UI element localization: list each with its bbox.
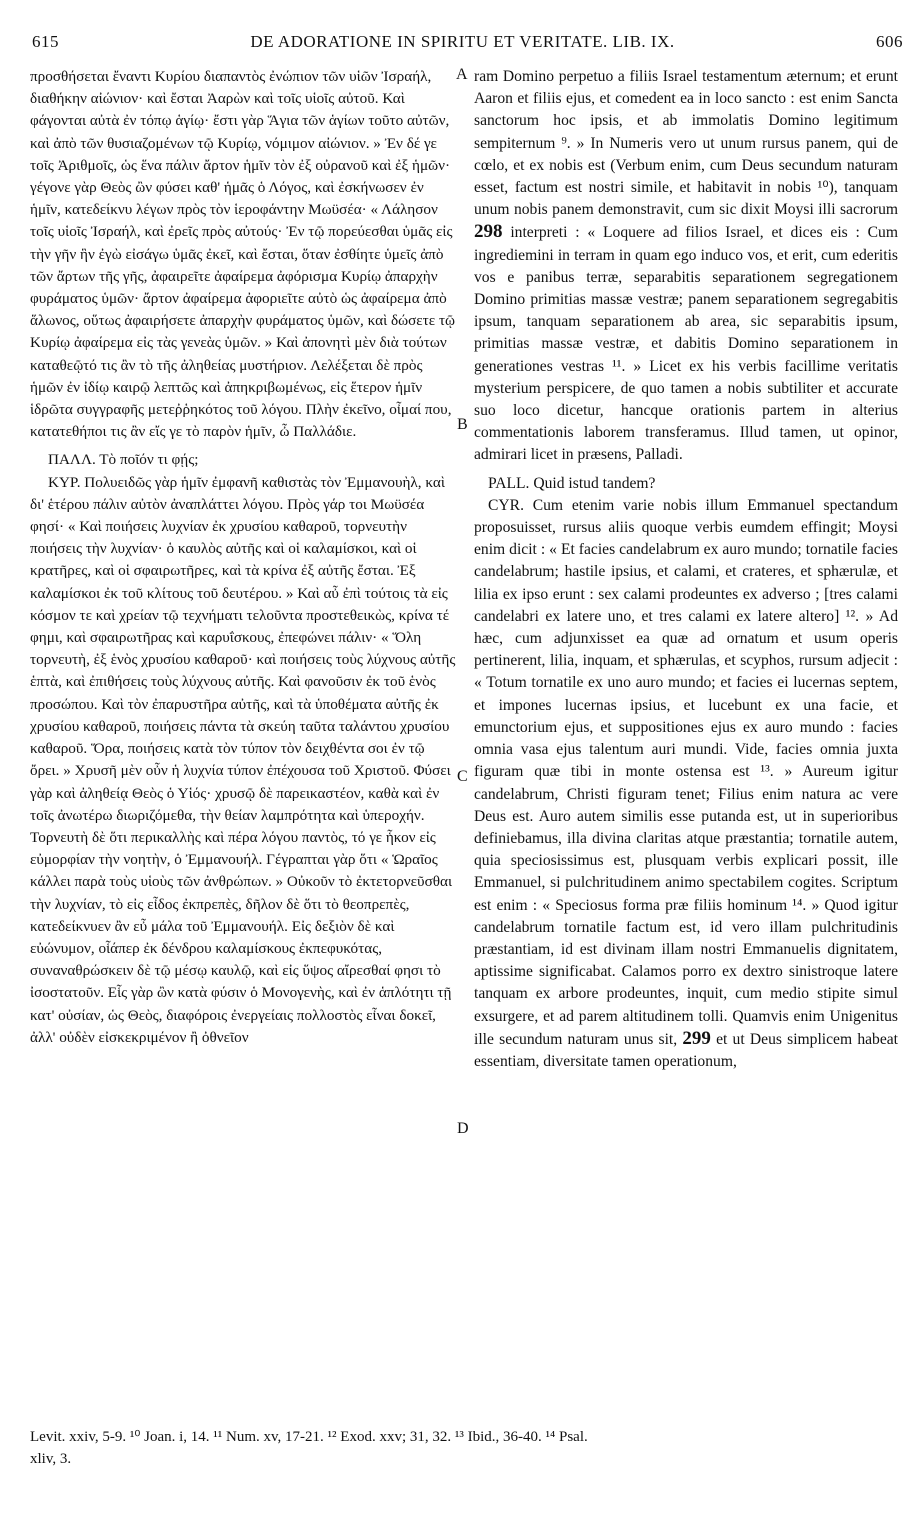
greek-paragraph-3: ΚΥΡ. Πολυειδῶς γὰρ ἡμῖν ἐμφανῆ καθιστὰς τὸν Ἐμμανουὴλ, καὶ δι' ἑτέρου πάλιν αὐτὸν ἀναπλάττει λόγου. Πρὸς γάρ τοι Μωϋσέα φησί· « Καὶ ποιήσεις λυχνίαν ἐκ χρυσίου καθαροῦ, τορνευτὴν ποιήσεις τὴν λυχνίαν· ὁ καυλὸς αὐτῆς καὶ οἱ καλαμίσκοι, καὶ οἱ κρατῆρες, καὶ οἱ σφαιρωτῆρες, καὶ τὰ κρίνα ἐξ αὐτῆς ἔσται. Ἐξ καλαμίσκοι ἐκ τοῦ κλίτους τοῦ δευτέρου. » Καὶ αὖ ἐπὶ τούτοις τὰ εἰς κόσμον τε καὶ χρείαν τῷ τεχνήματι τελοῦντα προστεθεικὼς, κρίνα τέ φημι, καὶ σφαιρωτῆρας καὶ καρυΐσκους, ἐπεφώνει πάλιν· « Ὅλη τορνευτὴ, ἐξ ἑνὸς χρυσίου καθαροῦ· καὶ ποιήσεις τοὺς λύχνους αὐτῆς ἑπτὰ, καὶ ἐπιθήσεις τοὺς λύχνους αὐτῆς. Καὶ φανοῦσιν ἐκ τοῦ ἑνὸς προσώπου. Καὶ τὸν ἐπαρυστῆρα αὐτῆς, καὶ τὰ ὑποθέματα αὐτῆς ἐκ χρυσίου καθαροῦ, ποιήσεις πάντα τὰ σκεύη ταῦτα ταλάντου χρυσίου καθαροῦ. Ὅρα, ποιήσεις κατὰ τὸν τύπον τὸν δειχθέντα σοι ἐν τῷ ὄρει. » Χρυσῆ μὲν οὖν ἡ λυχνία τύπον ἐπέχουσα τοῦ Χριστοῦ. Φύσει γὰρ καὶ ἀληθείᾳ Θεὸς ὁ Υἱός· χρυσῷ δὲ παρεικαστέον, καθὰ καὶ ἐν τοῖς ἀνωτέρω διωριζόμεθα, τὴν θείαν λαμπρότητα καὶ ὑπεροχήν. Τορνευτὴ δὲ ὅτι περικαλλὴς καὶ πέρα λόγου παντὸς, τό γε ἧκον εἰς εὐμορφίαν τὴν νοητὴν, ὁ Ἐμμανουήλ. Γέγραπται γὰρ ὅτι « Ὡραῖος κάλλει παρὰ τοὺς υἱοὺς τῶν ἀνθρώπων. » Οὐκοῦν τὸ ἐκτετορνεῦσθαι τὴν λυχνίαν, τὸ εἰς εἶδος ἐκπρεπὲς, δῆλον δὲ ὅτι τὸ θεοπρεπὲς, κατεδείκνυεν ἂν εὖ μάλα τοῦ Ἐμμανουήλ. Εἰς δεξιὸν δὲ καὶ εὐώνυμον, οἷάπερ ἐκ δένδρου καλαμίσκους ἐκπεφυκότας, συναναθρώσκειν δὲ τῷ μέσῳ καυλῷ, καὶ εἰς ὕψος αἴρεσθαί φησι τὸ ἰσοστατοῦν. Εἷς γὰρ ὢν κατὰ φύσιν ὁ Μονογενὴς, καὶ ἐν ἁπλότητι τῇ κατ' οὐσίαν, ὡς Θεὸς, διαφόροις ἐνεργείαις πολλοστὸς εἶναι δοκεῖ, ἀλλ' οὐδὲν εἰσκεκριμένον ἢ ὀθνεῖον: [30, 473, 456, 1046]
margin-marker-b: B: [457, 416, 468, 433]
footnote-line-1: Levit. xxiv, 5-9. ¹⁰ Joan. i, 14. ¹¹ Num. xv, 17-21. ¹² Exod. xxv; 31, 32. ¹³ Ibid., 36-40. ¹⁴ Psal.: [30, 1429, 588, 1445]
column-number-298: 298: [474, 221, 503, 243]
latin-paragraph-3b: et ut Deus simplicem habeat essentiam, diversitate tamen operationum,: [474, 1030, 899, 1070]
margin-marker-d: D: [457, 1120, 469, 1137]
margin-marker-a: A: [456, 66, 468, 83]
latin-paragraph-3: [474, 495, 898, 1073]
latin-speaker-pall: PALL. Quid istud tandem?: [488, 474, 656, 492]
footnote-line-2: xliv, 3.: [30, 1451, 72, 1467]
page-number-right: 606: [876, 32, 903, 51]
footnotes: [30, 1426, 899, 1470]
latin-column: [474, 66, 898, 1073]
greek-paragraph-1: προσθήσεται ἔναντι Κυρίου διαπαντὸς ἐνώπιον τῶν υἱῶν Ἰσραήλ, διαθήκην αἰώνιον· καὶ ἔσται Ἀαρὼν καὶ τοῖς υἱοῖς αὐτοῦ. Καὶ φάγονται αὐτὰ ἐν τόπῳ ἁγίῳ· ἔστι γὰρ Ἅγια τῶν ἁγίων τοῦτο αὐτῶν, καὶ ἀπὸ τῶν θυσιαζομένων τῷ Κυρίῳ, νόμιμον αἰώνιον. » Ἐν δέ γε τοῖς Ἀριθμοῖς, ὡς ἕνα πάλιν ἄρτον ἡμῖν τὸν ἐξ οὐρανοῦ καὶ ἐξ ἡμῶν· γέγονε γὰρ Θεὸς ὢν φύσει καθ' ἡμᾶς ὁ Λόγος, καὶ ἐσκήνωσεν ἐν ἡμῖν, κατεδείκνυ λέγων πρὸς τὸν ἱεροφάντην Μωϋσέα· « Λάλησον τοῖς υἱοῖς Ἰσραήλ, καὶ ἐρεῖς πρὸς αὐτούς· Ἐν τῷ πορεύεσθαι ὑμᾶς εἰς τὴν γῆν ἣν ἐγὼ εἰσάγω ὑμᾶς ἐκεῖ, καὶ ἔσται, ὅταν ἐσθίητε ὑμεῖς ἀπὸ τῶν ἄρτων τῆς γῆς, ἀφαιρεῖτε ἀφαίρεμα ἀφόρισμα Κυρίῳ ἀπαρχὴν φυράματος ὑμῶν· ἄρτον ἀφαίρεμα ἀφοριεῖτε αὐτὸ ὡς ἀφαίρεμα ἀπὸ ἅλωνος, οὕτως ἀφαιρήσετε ἀπαρχὴν φυράματος ὑμῶν, καὶ δώσετε τῷ Κυρίῳ ἀφαίρεμα εἰς τὰς γενεὰς ὑμῶν. » Καὶ ἀπονητὶ μὲν διὰ τούτων καταθεῷτό τις ἂν τὸ τῆς ἀληθείας μυστήριον. Λελέξεται δὲ πρὸς ἡμῶν ἐν ἰδίῳ καιρῷ λεπτῶς καὶ ἀπηκριβωμένως, εἰς ἕτερον ἡμῖν ἱδρῶτα συγγραφῆς μετεῤῥηκότος τοῦ λόγου. Πλὴν ἐκεῖνο, οἶμαί που, κατατεθήποι τις ἂν εἴς γε τὸ παρὸν ἡμῖν, ὦ Παλλάδιε.: [30, 68, 456, 441]
latin-paragraph-1a: ram Domino perpetuo a filiis Israel testamentum æternum; et erunt Aaron et filiis ejus, et comedent ea in loco sancto : est enim Sancta sanctorum hoc ipsis, et ab immolatis Domino legitimum sempiternum ⁹. » In Numeris vero ut unum rursus panem, qui de cœlo, et ex nobis est (Verbum enim, cum Deus secundum naturam esset, factum est nostri simile, et habitavit in nobis ¹⁰), tanquam unum nobis panem demonstravit, cum sic dixit Moysi illi sacrorum: [474, 68, 898, 219]
running-title: DE ADORATIONE IN SPIRITU ET VERITATE. LIB. IX.: [250, 32, 675, 51]
margin-marker-c: C: [457, 768, 468, 785]
greek-column: [30, 66, 457, 1049]
column-number-299: 299: [682, 1027, 711, 1049]
latin-paragraph-1b: interpreti : « Loquere ad filios Israel, et dices eis : Cum ingrediemini in terram in quam ego induco vos, et erit, cum ederitis vos e panibus terræ, separabitis separationem segregationem Domino primitias massæ vestræ; panem separationem segregabitis ipsum, tanquam separationem ab area, sic separabitis ipsum, primitias massæ vestræ, et dabitis Domino separationem in generationes vestras ¹¹. » Licet ex his verbis facillime veritatis mysterium perspicere, de quo tamen a nobis subtiliter et accurate suo loco dicetur, hancque orationis partem in alterius commentationis laborem transferamus. Illud tamen, ut opinor, admirari licet in præsens, Palladi.: [474, 224, 898, 464]
latin-paragraph-3a: CYR. Cum etenim varie nobis illum Emmanuel spectandum proposuisset, rursus aliis quoque verbis eumdem effingit; Moysi enim dicit : « Et facies candelabrum ex auro mundo; tornatile facies candelabrum; hastile ipsius, et calami, et crateres, et sphærulæ, et lilia ex ipso erunt : sex calami prodeuntes ex adverso ; [tres calami candelabri ex latere uno, et tres calami ex latere altero] ¹². » Ad hæc, cum adjunxisset ea quæ ad ornatum et usum operis pertinerent, lilia, inquam, et sphærulas, et scyphos, rursum adjecit : « Totum tornatile ex uno auro mundo; et facies ei lucernas septem, et impones lucernas ipsius, et lucebunt ex una facie, et emunctorium ejus, et suppositiones ejus ex auro mundo : facies omnia vasa ejus talentum auri mundi. Vide, facies omnia juxta figuram quæ tibi in monte ostensa est ¹³. » Aureum igitur candelabrum, Christi figuram tenet; Filius enim natura ac vere Deus est. Auro autem similis esse putanda est, ut in superioribus definiebamus, illa divina claritas atque præstantia; tornatile autem, quia speciosissimus est, plusquam verbis explicari possit, ille Emmanuel, si pulchritudinem animo spectabilem cogites. Scriptum est enim : « Speciosus forma præ filiis hominum ¹⁴. » Quod igitur candelabrum tornatile factum est, id vero illam pulchritudinis præstantiam, id est divinam illam nostri Emmanuelis dignitatem, aptissime significabat. Calamos porro ex dextro sinistroque latere tanquam ex arbore prodeuntes, inquit, cum medio stipite simul exsurgere, et ad parem altitudinem tolli. Quamvis enim Unigenitus ille secundum naturam unus sit,: [474, 496, 898, 1048]
page-number-left: 615: [32, 32, 59, 51]
running-header: [22, 32, 903, 60]
latin-paragraph-1: [474, 66, 898, 467]
greek-speaker-pall: ΠΑΛΛ. Τὸ ποῖόν τι φῄς;: [48, 451, 199, 469]
